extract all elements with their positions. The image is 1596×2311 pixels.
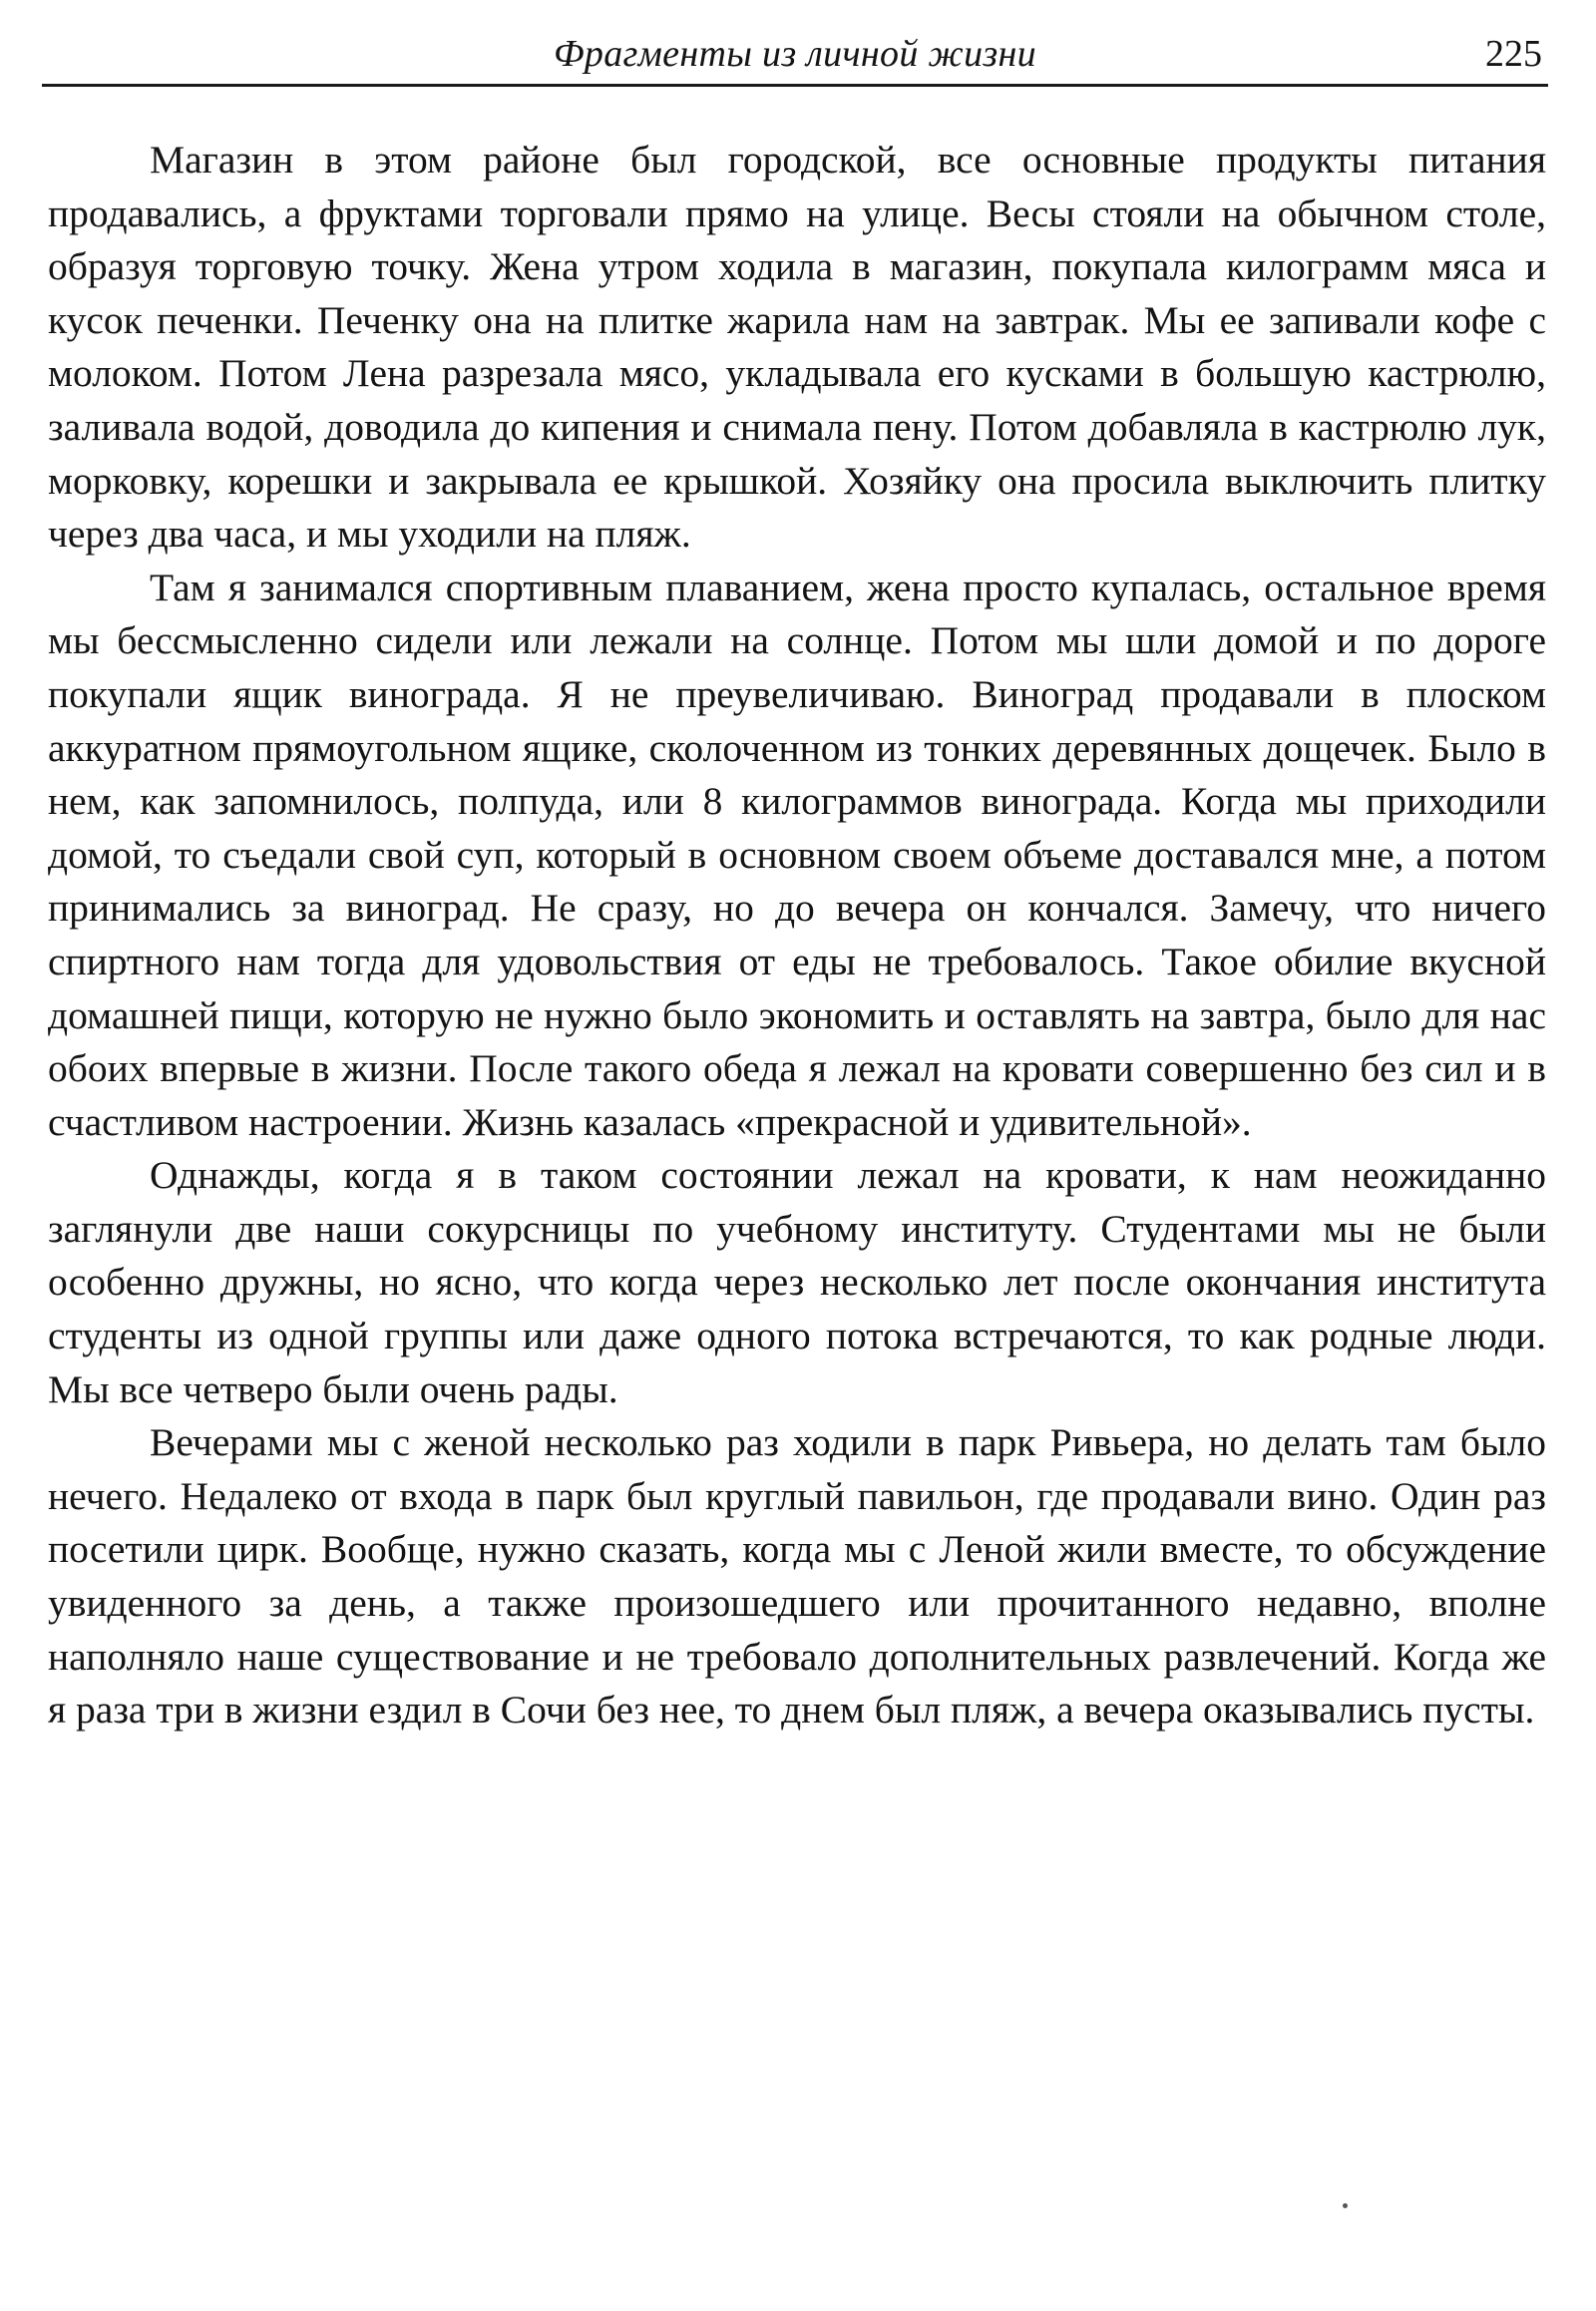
paragraph-4: Вечерами мы с женой несколько раз ходили в парк Ривьера, но делать там было нечего. Недалеко от входа в парк был круглый павильон, где продавали вино. Один раз посетили цирк. Вообще, нужно сказать, когда мы с Леной жили вместе, то обсуждение увиденного за день, а также произошедшего или прочитанного недавно, вполне наполняло наше существование и не требовало дополнительных развлечений. Когда же я раза три в жизни ездил в Сочи без нее, то днем был пляж, а вечера оказывались пусты. — [48, 1420, 1546, 1733]
scan-speck — [1343, 2203, 1348, 2208]
body-text — [48, 134, 1546, 1737]
running-header — [42, 26, 1548, 87]
paragraph-2: Там я занимался спортивным плаванием, жена просто купалась, остальное время мы бессмысленно сидели или лежали на солнце. Потом мы шли домой и по дороге покупали ящик винограда. Я не преувеличиваю. Виноград продавали в плоском аккуратном прямоугольном ящике, сколоченном из тонких деревянных дощечек. Было в нем, как запомнилось, полпуда, или 8 килограммов винограда. Когда мы приходили домой, то съедали свой суп, который в основном своем объеме доставался мне, а потом принимались за виноград. Не сразу, но до вечера он кончался. Замечу, что ничего спиртного нам тогда для удовольствия от еды не требовалось. Такое обилие вкусной домашней пищи, которую не нужно было экономить и оставлять на завтра, было для нас обоих впервые в жизни. После такого обеда я лежал на кровати совершенно без сил и в счастливом настроении. Жизнь казалась «прекрасной и удивительной». — [48, 565, 1546, 1144]
running-title: Фрагменты из личной жизни — [554, 33, 1036, 75]
page-number: 225 — [1485, 33, 1542, 75]
paragraph-3: Однажды, когда я в таком состоянии лежал на кровати, к нам неожиданно заглянули две наши сокурсницы по учебному институту. Студентами мы не были особенно дружны, но ясно, что когда через несколько лет после окончания института студенты из одной группы или даже одного потока встречаются, то как родные люди. Мы все четверо были очень рады. — [48, 1153, 1546, 1411]
paragraph-1: Магазин в этом районе был городской, все основные продукты питания продавались, а фруктами торговали прямо на улице. Весы стояли на обычном столе, образуя торговую точку. Жена утром ходила в магазин, покупала килограмм мяса и кусок печенки. Печенку она на плитке жарила нам на завтрак. Мы ее запивали кофе с молоком. Потом Лена разрезала мясо, укладывала его кусками в большую кастрюлю, заливала водой, доводила до кипения и снимала пену. Потом добавляла в кастрюлю лук, морковку, корешки и закрывала ее крышкой. Хозяйку она просила выключить плитку через два часа, и мы уходили на пляж. — [48, 138, 1546, 557]
